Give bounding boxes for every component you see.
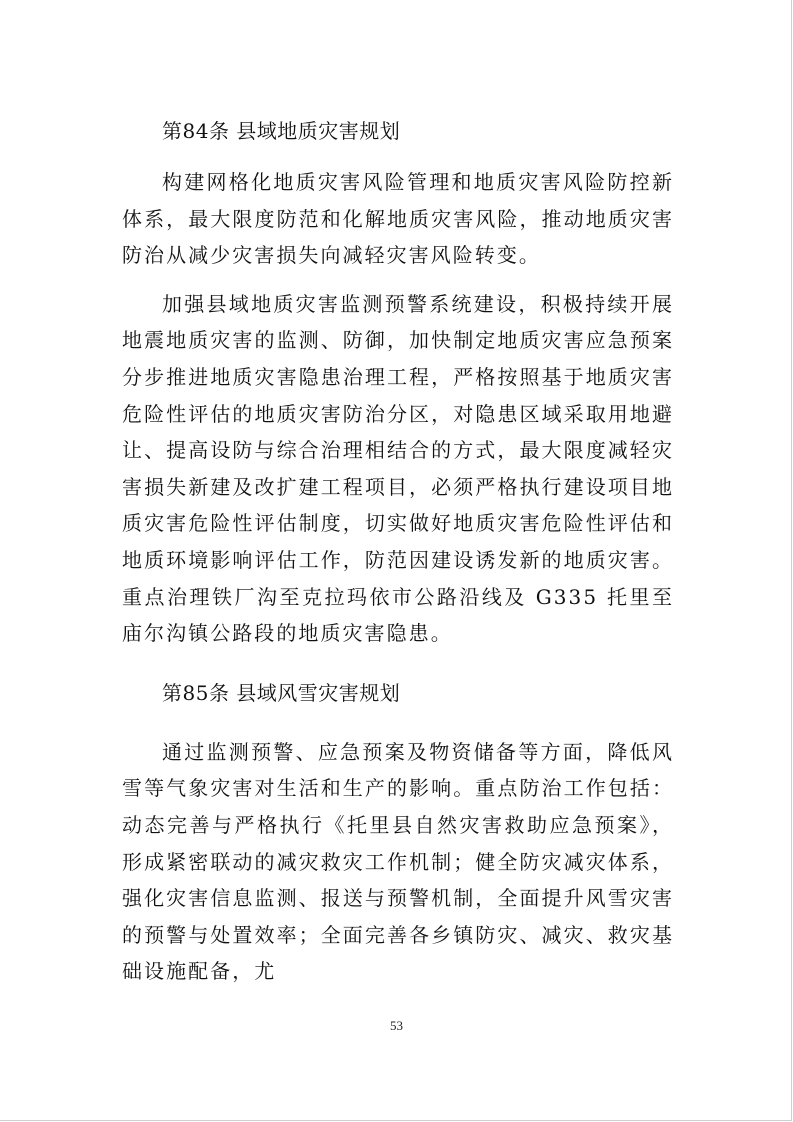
paragraph-85-1: 通过监测预警、应急预案及物资储备等方面，降低风雪等气象灾害对生活和生产的影响。重点防治工作包括：动态完善与严格执行《托里县自然灾害救助应急预案》，形成紧密联动的减灾救灾工作机制；健全防灾减灾体系，强化灾害信息监测、报送与预警机制，全面提升风雪灾害的预警与处置效率；全面完善各乡镇防灾、减灾、救灾基础设施配备，尤 bbox=[122, 739, 674, 984]
document-body bbox=[122, 112, 674, 990]
paragraph-84-1: 构建网格化地质灾害风险管理和地质灾害风险防控新体系，最大限度防范和化解地质灾害风险，推动地质灾害防治从减少灾害损失向减轻灾害风险转变。 bbox=[122, 170, 674, 268]
section-heading-84: 第84条 县域地质灾害规划 bbox=[162, 119, 401, 143]
section-heading-85: 第85条 县域风雪灾害规划 bbox=[162, 680, 401, 705]
page-number: 53 bbox=[390, 1018, 403, 1033]
paragraph-84-2: 加强县域地质灾害监测预警系统建设，积极持续开展地震地质灾害的监测、防御，加快制定地质灾害应急预案分步推进地质灾害隐患治理工程，严格按照基于地质灾害危险性评估的地质灾害防治分区，对隐患区域采取用地避让、提高设防与综合治理相结合的方式，最大限度减轻灾害损失新建及改扩建工程项目，必须严格执行建设项目地质灾害危险性评估制度，切实做好地质灾害危险性评估和地质环境影响评估工作，防范因建设诱发新的地质灾害。重点治理铁厂沟至克拉玛依市公路沿线及 G335 托里至庙尔沟镇公路段的地质灾害隐患。 bbox=[122, 291, 674, 646]
